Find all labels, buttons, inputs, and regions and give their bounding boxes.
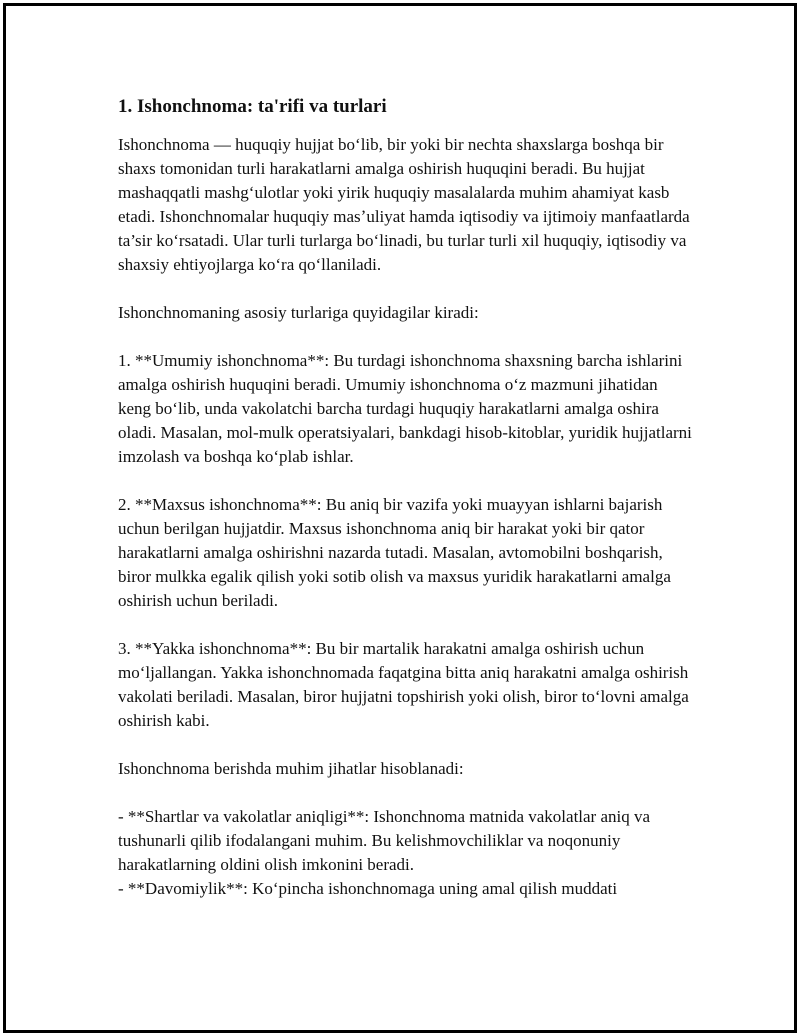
intro-paragraph: Ishonchnoma — huquqiy hujjat bo‘lib, bir yoki bir nechta shaxslarga boshqa bir shaxs tomonidan turli harakatlarni amalga oshirish huquqini beradi. Bu hujjat mashaqqatli mashg‘ulotlar yoki yirik huquqiy masalalarda muhim ahamiyat kasb etadi. Ishonchnomalar huquqiy masʼuliyat hamda iqtisodiy va ijtimoiy manfaatlarda ta’sir ko‘rsatadi. Ular turli turlarga bo‘linadi, bu turlar turli xil huquqiy, iqtisodiy va shaxsiy ehtiyojlarga ko‘ra qo‘llaniladi. [118,135,690,274]
general-poa-paragraph: 1. **Umumiy ishonchnoma**: Bu turdagi ishonchnoma shaxsning barcha ishlarini amalga oshirish huquqini beradi. Umumiy ishonchnoma o‘z mazmuni jihatidan keng bo‘lib, unda vakolatchi barcha turdagi huquqiy harakatlarni amalga oshira oladi. Masalan, mol-mulk operatsiyalari, bankdagi hisob-kitoblar, yuridik hujjatlarni imzolash va boshqa ko‘plab ishlar. [118,351,692,466]
page-title: 1. Ishonchnoma: ta'rifi va turlari [118,96,387,117]
bullet-conditions: - **Shartlar va vakolatlar aniqligi**: Ishonchnoma matnida vakolatlar aniq va tushunarli qilib ifodalangani muhim. Bu kelishmovchiliklar va noqonuniy harakatlarning oldini olish imkonini beradi. [118,807,651,874]
key-aspects-paragraph: Ishonchnoma berishda muhim jihatlar hisoblanadi: [118,759,464,778]
single-poa-paragraph: 3. **Yakka ishonchnoma**: Bu bir martalik harakatni amalga oshirish uchun mo‘ljallangan. Yakka ishonchnomada faqatgina bitta aniq harakatni amalga oshirish vakolati beriladi. Masalan, biror hujjatni topshirish yoki olish, biror to‘lovni amalga oshirish kabi. [118,639,689,730]
types-intro-paragraph: Ishonchnomaning asosiy turlariga quyidagilar kiradi: [118,303,479,322]
special-poa-paragraph: 2. **Maxsus ishonchnoma**: Bu aniq bir vazifa yoki muayyan ishlarni bajarish uchun berilgan hujjatdir. Maxsus ishonchnoma aniq bir harakat yoki bir qator harakatlarni amalga oshirishni nazarda tutadi. Masalan, avtomobilni boshqarish, biror mulkka egalik qilish yoki sotib olish va maxsus yuridik harakatlarni amalga oshirish uchun beriladi. [118,495,671,610]
bullet-duration: - **Davomiylik**: Ko‘pincha ishonchnomaga uning amal qilish muddati [118,879,618,898]
document-body [118,95,693,901]
